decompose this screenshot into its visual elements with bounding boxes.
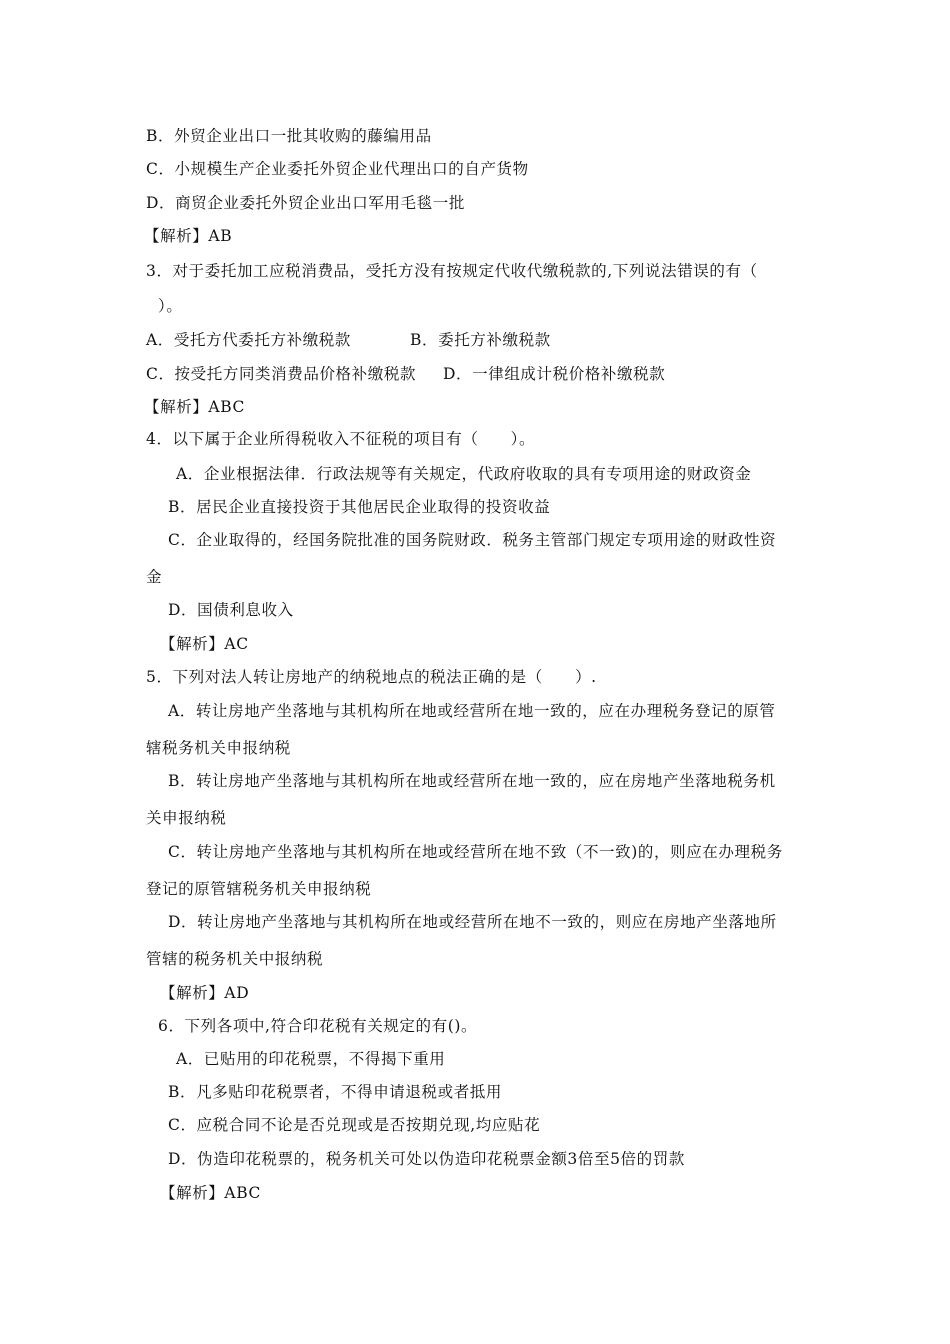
q4-stem: 4．以下属于企业所得税收入不征税的项目有（ ）。 [146, 430, 536, 448]
q4-option-d: D．国债利息收入 [168, 601, 294, 619]
q5-option-c-cont: 登记的原管辖税务机关申报纳税 [146, 880, 372, 898]
q5-option-a-cont: 辖税务机关申报纳税 [146, 739, 291, 757]
q4-option-b: B．居民企业直接投资于其他居民企业取得的投资收益 [168, 498, 551, 516]
q6-option-d: D．伪造印花税票的，税务机关可处以伪造印花税票金额3倍至5倍的罚款 [168, 1150, 685, 1168]
q4-option-a: A．企业根据法律．行政法规等有关规定，代政府收取的具有专项用途的财政资金 [176, 465, 752, 483]
q3-stem: 3．对于委托加工应税消费品，受托方没有按规定代收代缴税款的,下列说法错误的有（ [146, 262, 758, 280]
q6-answer: 【解析】ABC [160, 1184, 261, 1202]
q3-option-a: A．受托方代委托方补缴税款 [146, 331, 351, 349]
q5-stem: 5．下列对法人转让房地产的纳税地点的税法正确的是（ ）. [146, 668, 597, 686]
q3-option-c: C．按受托方同类消费品价格补缴税款 [146, 365, 417, 383]
q3-option-d: D．一律组成计税价格补缴税款 [443, 365, 666, 383]
q6-stem: 6．下列各项中,符合印花税有关规定的有()。 [158, 1017, 478, 1035]
q3-answer: 【解析】ABC [144, 398, 245, 416]
q4-answer: 【解析】AC [160, 635, 249, 653]
q5-option-b: B．转让房地产坐落地与其机构所在地或经营所在地一致的，应在房地产坐落地税务机 [168, 772, 776, 790]
q6-option-c: C．应税合同不论是否兑现或是否按期兑现,均应贴花 [168, 1116, 541, 1134]
q5-option-d: D．转让房地产坐落地与其机构所在地或经营所在地不一致的，则应在房地产坐落地所 [168, 913, 777, 931]
q2-option-b: B．外贸企业出口一批其收购的藤编用品 [146, 127, 432, 145]
q3-stem-cont: ）。 [158, 297, 183, 315]
q4-option-c: C．企业取得的，经国务院批准的国务院财政．税务主管部门规定专项用途的财政性资 [168, 531, 777, 549]
q5-option-d-cont: 管辖的税务机关中报纳税 [146, 950, 324, 968]
q2-option-d: D．商贸企业委托外贸企业出口军用毛毯一批 [146, 194, 465, 212]
q5-option-c: C．转让房地产坐落地与其机构所在地或经营所在地不致（不一致)的，则应在办理税务 [168, 843, 783, 861]
q5-answer: 【解析】AD [160, 984, 250, 1002]
q2-answer: 【解析】AB [144, 227, 233, 245]
q6-option-a: A．已贴用的印花税票，不得揭下重用 [176, 1050, 446, 1068]
q5-option-b-cont: 关申报纳税 [146, 809, 227, 827]
q5-option-a: A．转让房地产坐落地与其机构所在地或经营所在地一致的，应在办理税务登记的原管 [168, 702, 776, 720]
q2-option-c: C．小规模生产企业委托外贸企业代理出口的自产货物 [146, 160, 529, 178]
q4-option-c-cont: 金 [146, 568, 163, 586]
q3-option-b: B．委托方补缴税款 [410, 331, 551, 349]
q6-option-b: B．凡多贴印花税票者，不得申请退税或者抵用 [168, 1083, 502, 1101]
